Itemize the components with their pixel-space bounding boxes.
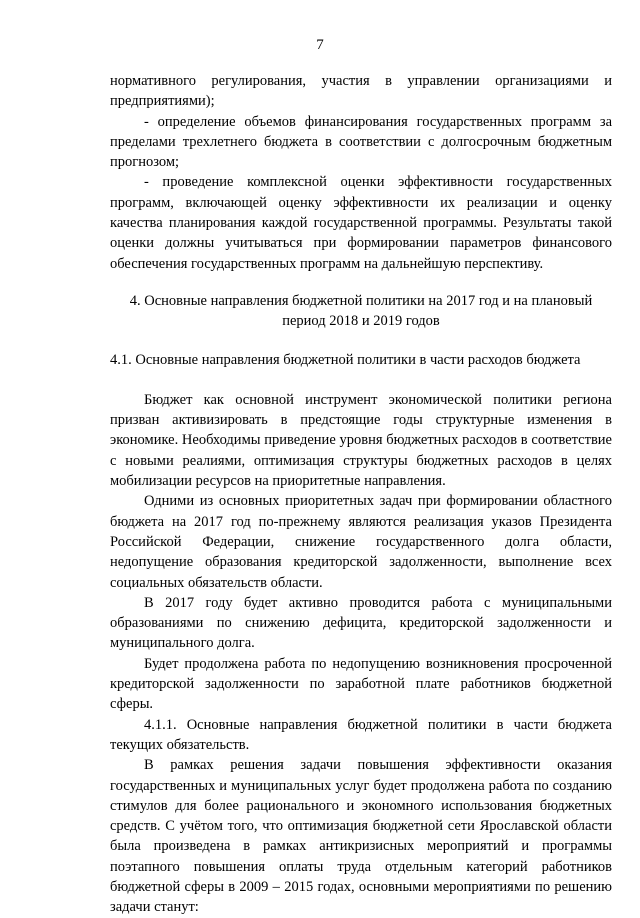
paragraph: Будет продолжена работа по недопущению возникновения просроченной кредиторской задолженности по заработной плате работников бюджетной сферы. — [110, 655, 612, 713]
list-item: - определение объемов финансирования государственных программ за пределами трехлетнего бюджета в соответствии с долгосрочным бюджетным прогнозом; — [110, 113, 612, 171]
document-body — [110, 71, 612, 918]
paragraph: В 2017 году будет активно проводится работа с муниципальными образованиями по снижению дефицита, кредиторской задолженности и муниципального долга. — [110, 594, 612, 652]
paragraph: Бюджет как основной инструмент экономической политики региона призван активизировать в предстоящие годы структурные изменения в экономике. Необходимы приведение уровня бюджетных расходов в соответствие с новыми реалиями, оптимизация структуры бюджетных расходов в целях мобилизации ресурсов на приоритетные направления. — [110, 391, 612, 490]
subsection-heading: 4.1. Основные направления бюджетной политики в части расходов бюджета — [110, 351, 581, 368]
section-heading: 4. Основные направления бюджетной политики на 2017 год и на плановый период 2018 и 2019 годов — [129, 292, 593, 330]
paragraph: В рамках решения задачи повышения эффективности оказания государственных и муниципальных услуг будет продолжена работа по созданию стимулов для более рационального и экономного использования бюджетных средств. С учётом того, что оптимизация бюджетной сети Ярославской области была произведена в рамках антикризисных мероприятий и программы поэтапного повышения оплаты труда отдельным категорий работников бюджетной сферы в 2009 – 2015 годах, основными мероприятиями по решению задачи станут: — [110, 757, 612, 916]
paragraph: нормативного регулирования, участия в управлении организациями и предприятиями); — [110, 73, 612, 110]
page-number: 7 — [316, 37, 324, 53]
paragraph: 4.1.1. Основные направления бюджетной политики в части бюджета текущих обязательств. — [110, 716, 612, 753]
list-item: - проведение комплексной оценки эффективности государственных программ, включающей оценку эффективности их реализации и оценку качества планирования каждой государственной программы. Результаты такой оценки должны учитываться при формировании параметров финансового обеспечения государственных программ на дальнейшую перспективу. — [110, 174, 612, 272]
paragraph: Одними из основных приоритетных задач при формировании областного бюджета на 2017 год по-прежнему являются реализация указов Президента Российской Федерации, снижение государственного долга области, недопущение образования кредиторской задолженности, выполнение всех социальных обязательств области. — [110, 493, 612, 591]
